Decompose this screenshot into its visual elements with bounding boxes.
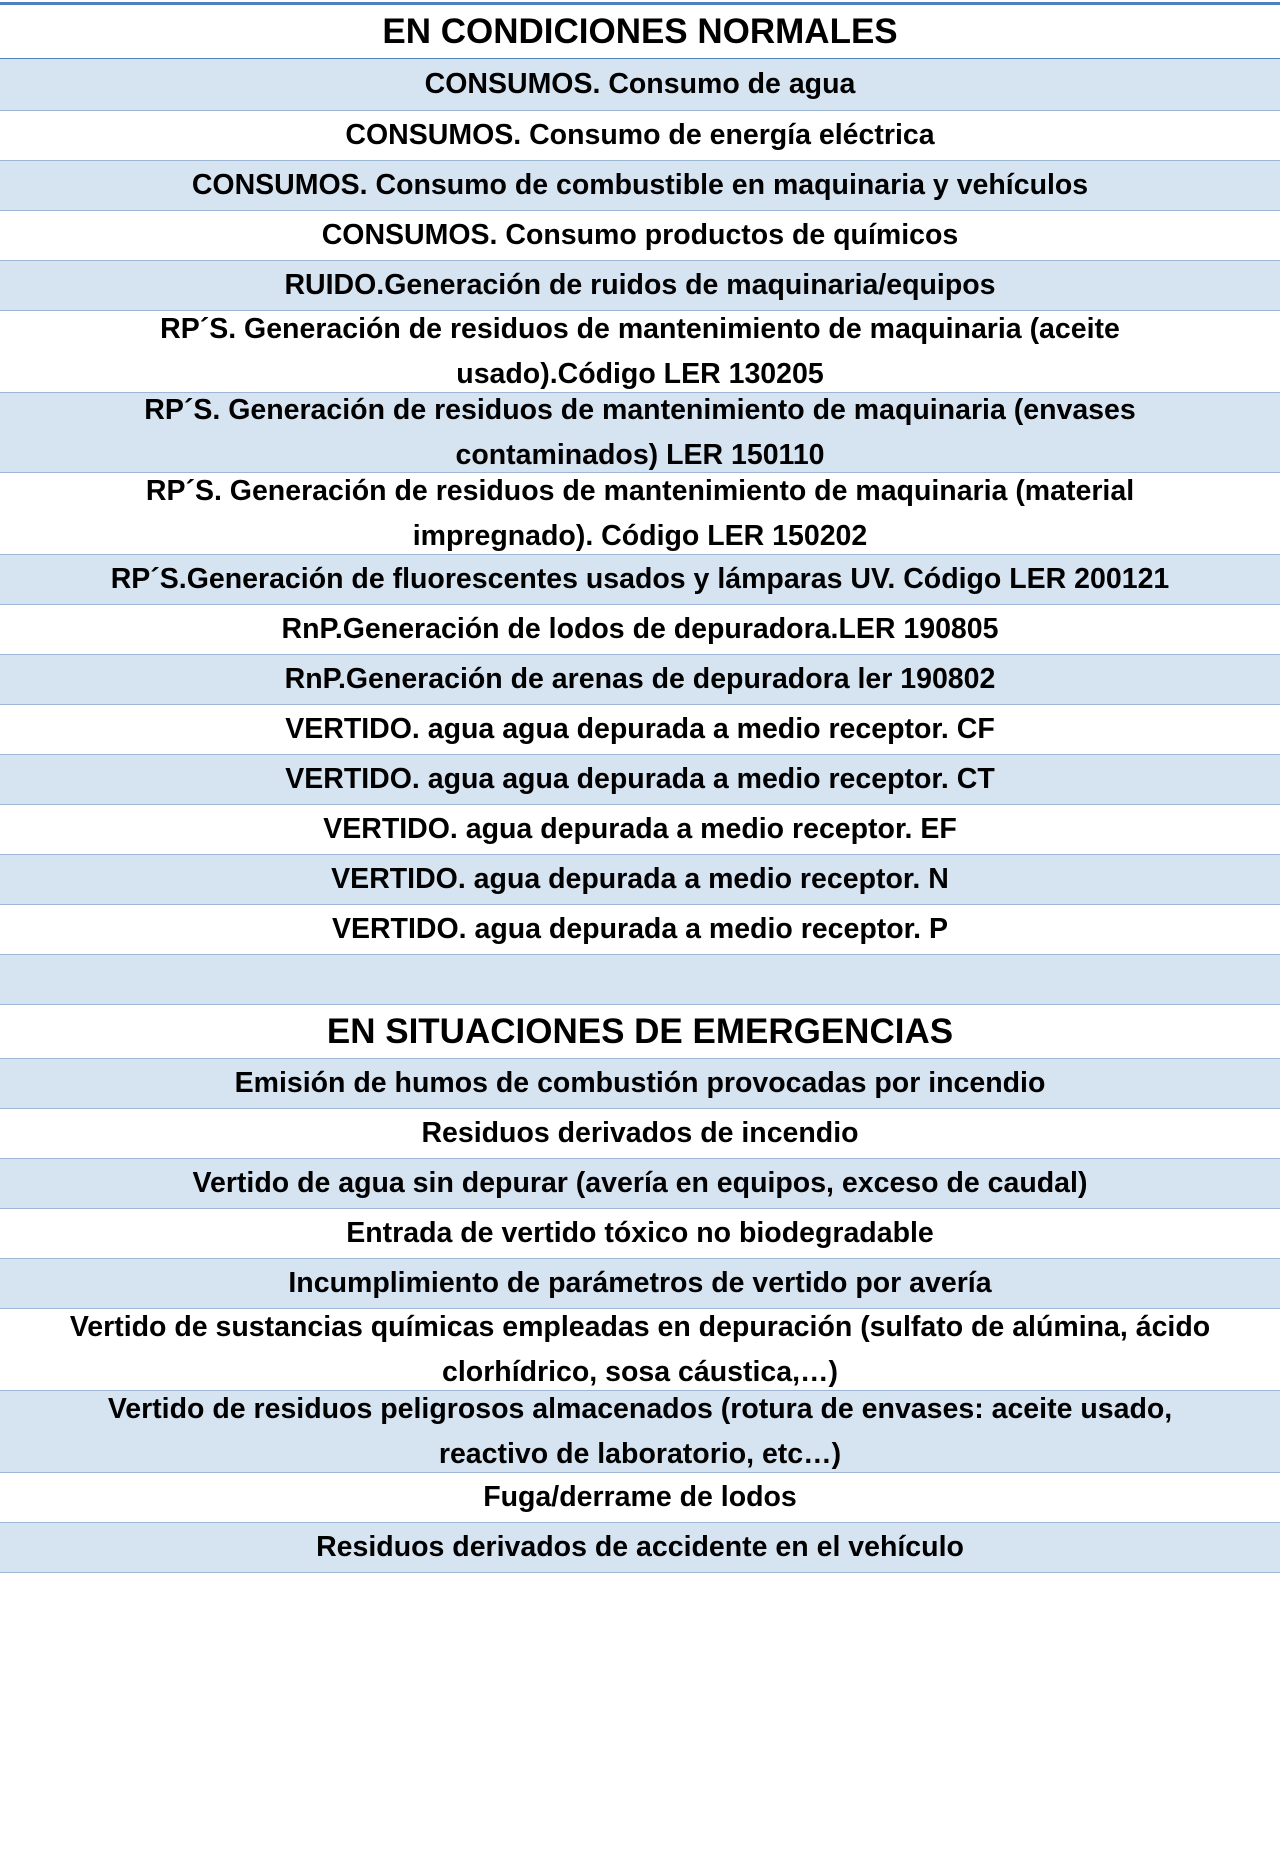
row-text: Residuos derivados de incendio [421, 1117, 859, 1149]
empty-row [0, 955, 1280, 1005]
table-row [0, 473, 1280, 555]
row-text: RP´S. Generación de residuos de mantenimiento de maquinaria (aceite usado).Código LER 130205 [160, 312, 1120, 390]
table-row [0, 605, 1280, 655]
table-row [0, 1391, 1280, 1473]
row-text: Vertido de agua sin depurar (avería en equipos, exceso de caudal) [192, 1167, 1088, 1199]
table-row [0, 261, 1280, 311]
row-text: Entrada de vertido tóxico no biodegradable [346, 1217, 934, 1249]
table-row [0, 211, 1280, 261]
table-row [0, 1473, 1280, 1523]
row-text: RP´S.Generación de fluorescentes usados y lámparas UV. Código LER 200121 [110, 563, 1170, 595]
heading-text: EN SITUACIONES DE EMERGENCIAS [326, 1011, 954, 1051]
row-text: CONSUMOS. Consumo de combustible en maquinaria y vehículos [191, 169, 1089, 201]
row-text: VERTIDO. agua depurada a medio receptor. P [331, 913, 949, 945]
row-text: Vertido de sustancias químicas empleadas en depuración (sulfato de alúmina, ácido clorhídrico, sosa cáustica,…) [69, 1310, 1211, 1388]
table-row [0, 905, 1280, 955]
table-row [0, 1259, 1280, 1309]
row-text: RnP.Generación de lodos de depuradora.LER 190805 [281, 613, 999, 645]
row-text: CONSUMOS. Consumo productos de químicos [321, 219, 959, 251]
table-row [0, 805, 1280, 855]
row-text: RP´S. Generación de residuos de mantenimiento de maquinaria (envases contaminados) LER 150110 [144, 393, 1136, 471]
table-row [0, 555, 1280, 605]
row-text: RnP.Generación de arenas de depuradora ler 190802 [284, 663, 996, 695]
section-heading-normal [0, 5, 1280, 59]
table-row [0, 161, 1280, 211]
row-text: Residuos derivados de accidente en el vehículo [316, 1531, 964, 1563]
table-row [0, 705, 1280, 755]
table-row [0, 855, 1280, 905]
row-text: CONSUMOS. Consumo de energía eléctrica [345, 119, 935, 151]
table-row [0, 755, 1280, 805]
table-row [0, 1109, 1280, 1159]
row-text: VERTIDO. agua agua depurada a medio receptor. CT [285, 763, 995, 795]
table-row [0, 1309, 1280, 1391]
row-text: VERTIDO. agua agua depurada a medio receptor. CF [285, 713, 995, 745]
row-text: CONSUMOS. Consumo de agua [424, 68, 856, 100]
table-row [0, 1523, 1280, 1573]
row-text: Fuga/derrame de lodos [483, 1481, 797, 1513]
row-text: RP´S. Generación de residuos de mantenimiento de maquinaria (material impregnado). Código LER 150202 [145, 474, 1135, 552]
row-text: Vertido de residuos peligrosos almacenados (rotura de envases: aceite usado, reactivo de laboratorio, etc…) [107, 1392, 1173, 1470]
row-text: VERTIDO. agua depurada a medio receptor. N [331, 863, 949, 895]
row-text: Incumplimiento de parámetros de vertido por avería [288, 1267, 992, 1299]
row-text: VERTIDO. agua depurada a medio receptor. EF [323, 813, 957, 845]
table-row [0, 311, 1280, 393]
table-row [0, 111, 1280, 161]
section-heading-emergency [0, 1005, 1280, 1059]
table-row [0, 1159, 1280, 1209]
table-row [0, 393, 1280, 473]
heading-text: EN CONDICIONES NORMALES [382, 11, 898, 51]
row-text: RUIDO.Generación de ruidos de maquinaria/equipos [284, 269, 996, 301]
table-row [0, 1209, 1280, 1259]
table-row [0, 655, 1280, 705]
table-row [0, 1059, 1280, 1109]
row-text: Emisión de humos de combustión provocadas por incendio [234, 1067, 1046, 1099]
table-row [0, 59, 1280, 111]
